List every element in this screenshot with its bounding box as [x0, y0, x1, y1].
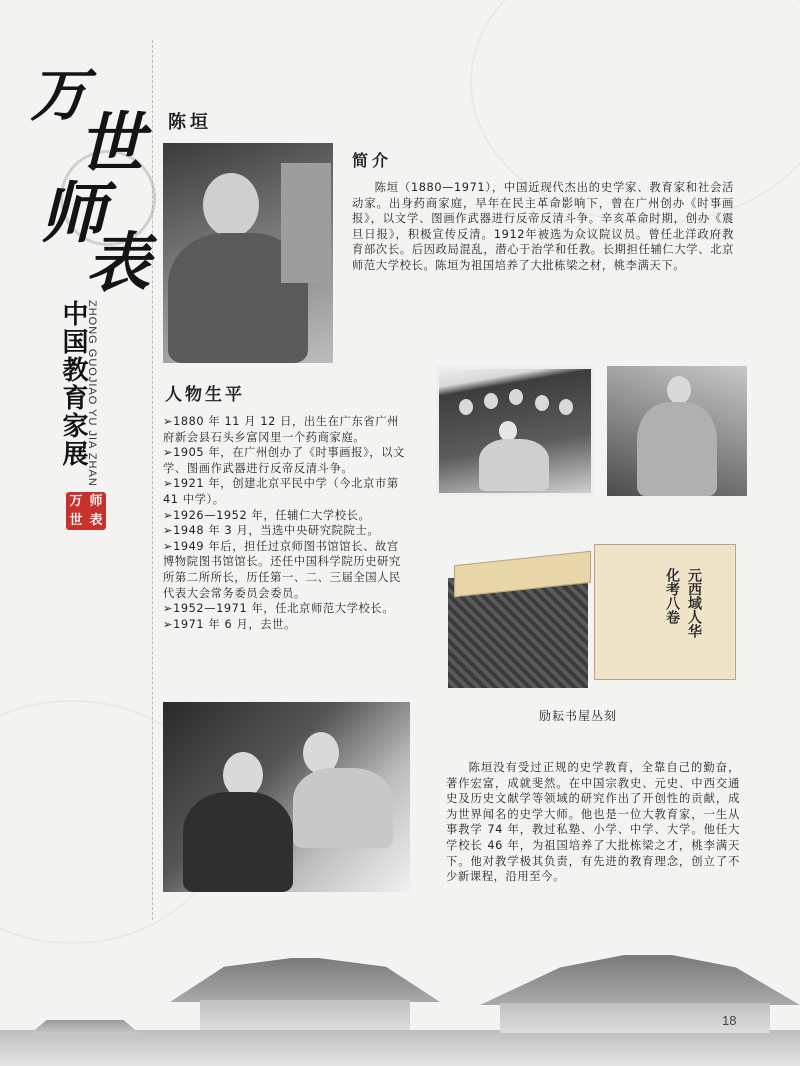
list-item: ➢1905 年，在广州创办了《时事画报》，以文学、图画作武器进行反帝反清斗争。 — [163, 446, 406, 475]
biography-list — [163, 414, 409, 632]
list-item: ➢1949 年后，担任过京师图书馆馆长、故宫博物院图书馆馆长。还任中国科学院历史研究所第二所所长，历任第一、二、三届全国人民代表大会常务委员会委员。 — [163, 539, 401, 600]
list-item: ➢1952—1971 年，任北京师范大学校长。 — [163, 602, 395, 616]
title-char: 师 — [40, 174, 106, 252]
summary-text: 陈垣没有受过正规的史学教育，全靠自己的勤奋，著作宏富，成就斐然。在中国宗教史、元史、中西交通史及历史文献学等领域的研究作出了开创性的贡献，成为世界闻名的史学大师。他也是一位大教育家，一生从事教学 74 年，教过私塾、小学、中学、大学。他任大学校长 46 年，为祖国培养了大批栋梁之才，桃李满天下。他对教学极其负责，有先进的教育理念，创立了不少新课程，沿用至今。 — [446, 761, 740, 884]
group-photo — [436, 366, 594, 496]
title-char: 表 — [86, 226, 150, 301]
title-char: 世 — [78, 104, 144, 182]
book-cover-text: 元西域人华 — [686, 568, 702, 638]
book-cover-text: 化考八卷 — [664, 568, 680, 624]
list-item: ➢1926—1952 年，任辅仁大学校长。 — [163, 508, 371, 522]
intro-heading: 简介 — [352, 151, 393, 170]
page-number: 18 — [722, 1013, 737, 1028]
exhibition-title: 中国教育家展 — [58, 300, 88, 468]
red-seal-stamp — [66, 492, 106, 530]
dashed-divider — [152, 40, 153, 920]
person-name: 陈垣 — [168, 112, 212, 133]
list-item: ➢1971 年 6 月，去世。 — [163, 617, 296, 631]
intro-text: 陈垣（1880—1971），中国近现代杰出的史学家、教育家和社会活动家。出身药商家庭，早年在民主革命影响下，曾在广州创办《时事画报》，以文学、图画作武器进行反帝反清斗争。辛亥革命时期，创办《震旦日报》，积极宣传反清。1912年被选为众议院议员。曾任北洋政府教育部次长。后因政局混乱，潜心于治学和任教。长期担任辅仁大学、北京师范大学校长。陈垣为祖国培养了大批栋梁之材，桃李满天下。 — [352, 181, 734, 272]
list-item: ➢1948 年 3 月，当选中央研究院院士。 — [163, 524, 380, 538]
list-item: ➢1880 年 11 月 12 日，出生在广东省广州府新会县石头乡富冈里一个药商家庭。 — [163, 415, 400, 444]
seated-portrait-photo — [607, 366, 747, 496]
seal-char: 万 — [69, 493, 83, 509]
seal-char: 表 — [89, 512, 103, 528]
books-caption: 励耘书屋丛刻 — [539, 709, 618, 723]
seal-char: 师 — [89, 493, 103, 509]
biography-heading: 人物生平 — [165, 385, 245, 405]
pinyin-subtitle: ZHONG GUOJIAO YU JIA ZHAN — [86, 300, 98, 487]
title-char: 万 — [30, 61, 89, 129]
study-photo — [163, 702, 410, 892]
portrait-photo — [163, 143, 333, 363]
books-photo — [448, 538, 748, 688]
list-item: ➢1921 年，创建北京平民中学（今北京市第 41 中学）。 — [163, 477, 399, 506]
seal-char: 世 — [69, 512, 83, 528]
